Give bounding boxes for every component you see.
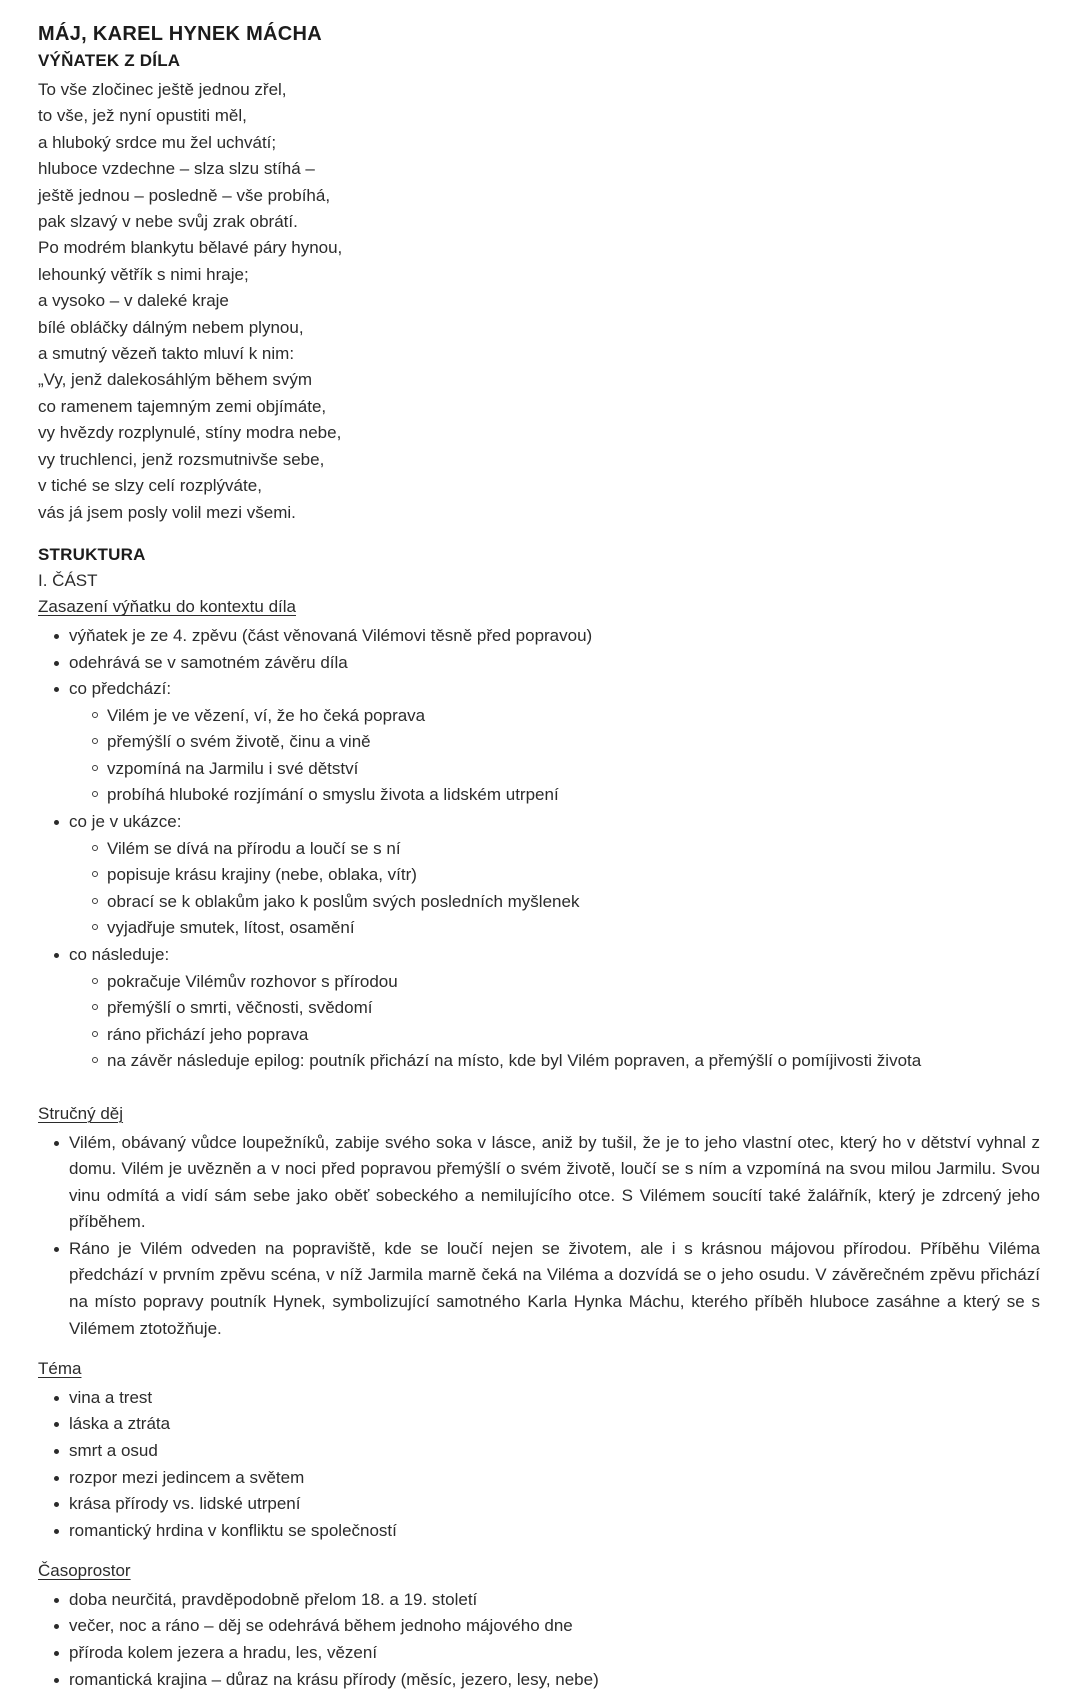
list-item	[38, 1491, 1040, 1518]
paragraph-item	[38, 1236, 1040, 1342]
sub-list-item	[38, 703, 1040, 730]
list-item	[38, 1438, 1040, 1465]
list-item-text: přemýšlí o svém životě, činu a vině	[107, 732, 371, 752]
list-item-text: co je v ukázce:	[69, 812, 182, 832]
bullet-icon	[54, 1502, 59, 1507]
bullet-icon	[54, 953, 59, 958]
sub-list-item	[38, 782, 1040, 809]
sub-list-item	[38, 915, 1040, 942]
circle-bullet-icon	[92, 924, 98, 930]
list-item-text: přemýšlí o smrti, věčnosti, svědomí	[107, 998, 373, 1018]
list-item-text: vyjadřuje smutek, lítost, osamění	[107, 918, 355, 938]
list-item-text: probíhá hluboké rozjímání o smyslu života a lidském utrpení	[107, 785, 559, 805]
time-space-list	[38, 1587, 1040, 1693]
list-item-text: ráno přichází jeho poprava	[107, 1024, 309, 1044]
circle-bullet-icon	[92, 1057, 98, 1063]
sub-list-item	[38, 862, 1040, 889]
paragraph-text: Ráno je Vilém odveden na popraviště, kde se loučí nejen se životem, ale i s krásnou májovou přírodou. Příběhu Viléma předchází v prvním zpěvu scéna, v níž Jarmila marně čeká na Viléma a dozvídá se o jeho osudu. V závěrečném zpěvu přichází na místo popravy poutník Hynek, symbolizující samotného Karla Hynka Máchu, kterého příběh hluboce zasáhne a který se s Vilémem ztotožňuje.	[69, 1238, 1040, 1338]
poem-line: vás já jsem posly volil mezi všemi.	[38, 502, 296, 522]
list-item-text: Vilém je ve vězení, ví, že ho čeká poprava	[107, 705, 426, 725]
list-item	[38, 1587, 1040, 1614]
sub-list-item	[38, 1022, 1040, 1049]
poem-line: „Vy, jenž dalekosáhlým během svým	[38, 370, 312, 390]
list-item-text: pokračuje Vilémův rozhovor s přírodou	[107, 971, 398, 991]
circle-bullet-icon	[92, 871, 98, 877]
list-item-text: Vilém se dívá na přírodu a loučí se s ní	[107, 838, 401, 858]
list-item	[38, 1518, 1040, 1545]
bullet-icon	[54, 1678, 59, 1683]
poem-line: a smutný vězeň takto mluví k nim:	[38, 344, 295, 364]
poem-line: a vysoko – v daleké kraje	[38, 291, 229, 311]
list-item-text: doba neurčitá, pravděpodobně přelom 18. a 19. století	[69, 1589, 478, 1609]
list-item-text: odehrává se v samotném závěru díla	[69, 652, 348, 672]
theme-list	[38, 1385, 1040, 1545]
plot-summary-list	[38, 1130, 1040, 1343]
list-item	[38, 942, 1040, 969]
poem-line: pak slzavý v nebe svůj zrak obrátí.	[38, 212, 298, 232]
circle-bullet-icon	[92, 712, 98, 718]
list-item-text: na závěr následuje epilog: poutník přichází na místo, kde byl Vilém popraven, a přemýšlí o pomíjivosti života	[107, 1051, 922, 1071]
bullet-icon	[54, 1449, 59, 1454]
sub-list-item	[38, 729, 1040, 756]
context-heading: Zasazení výňatku do kontextu díla	[38, 597, 296, 617]
paragraph-text: Vilém, obávaný vůdce loupežníků, zabije svého soka v lásce, aniž by tušil, že je to jeho vlastní otec, který ho v dětství vyhnal z domu. Vilém je uvězněn a v noci před popravou přemýšlí o svém životě, loučí se s ním a vzpomíná na svou milou Jarmilu. Svou vinu odmítá a vidí sám sebe jako oběť sobeckého a nemilujícího otce. S Vilémem soucítí také žalářník, který je zdrcený jeho příběhem.	[69, 1132, 1040, 1232]
sub-list-item	[38, 889, 1040, 916]
sub-list-item	[38, 836, 1040, 863]
list-item-text: romantický hrdina v konfliktu se společností	[69, 1520, 397, 1540]
time-space-heading: Časoprostor	[38, 1561, 131, 1581]
list-item	[38, 650, 1040, 677]
list-item	[38, 1613, 1040, 1640]
circle-bullet-icon	[92, 1031, 98, 1037]
bullet-icon	[54, 1396, 59, 1401]
list-item-text: smrt a osud	[69, 1440, 158, 1460]
poem-line: lehounký větřík s nimi hraje;	[38, 264, 249, 284]
list-item-text: vzpomíná na Jarmilu i své dětství	[107, 758, 359, 778]
poem-line: vy hvězdy rozplynulé, stíny modra nebe,	[38, 423, 342, 443]
list-item-text: co předchází:	[69, 679, 172, 699]
list-item	[38, 1411, 1040, 1438]
paragraph-item	[38, 1130, 1040, 1236]
sub-list-item	[38, 995, 1040, 1022]
poem-line: a hluboký srdce mu žel uchvátí;	[38, 132, 277, 152]
context-list	[38, 623, 1040, 1075]
poem-line: To vše zločinec ještě jednou zřel,	[38, 80, 287, 99]
poem-line: bílé obláčky dálným nebem plynou,	[38, 317, 304, 337]
poem-line: hluboce vzdechne – slza slzu stíhá –	[38, 159, 315, 179]
list-item-text: vina a trest	[69, 1387, 153, 1407]
circle-bullet-icon	[92, 978, 98, 984]
bullet-icon	[54, 1598, 59, 1603]
list-item-text: večer, noc a ráno – děj se odehrává během jednoho májového dne	[69, 1616, 573, 1636]
list-item	[38, 676, 1040, 703]
bullet-icon	[54, 634, 59, 639]
circle-bullet-icon	[92, 845, 98, 851]
sub-list-item	[38, 1048, 1040, 1075]
page-title: MÁJ, KAREL HYNEK MÁCHA	[38, 23, 323, 45]
theme-heading: Téma	[38, 1359, 82, 1379]
bullet-icon	[54, 687, 59, 692]
struktura-heading: STRUKTURA	[38, 544, 146, 564]
list-item-text: krása přírody vs. lidské utrpení	[69, 1494, 301, 1514]
poem-line: Po modrém blankytu bělavé páry hynou,	[38, 238, 343, 258]
bullet-icon	[54, 661, 59, 666]
list-item-text: výňatek je ze 4. zpěvu (část věnovaná Vilémovi těsně před popravou)	[69, 625, 593, 645]
poem-excerpt	[38, 77, 1040, 526]
circle-bullet-icon	[92, 898, 98, 904]
bullet-icon	[54, 1422, 59, 1427]
bullet-icon	[54, 1651, 59, 1656]
bullet-icon	[54, 1624, 59, 1629]
list-item	[38, 1465, 1040, 1492]
circle-bullet-icon	[92, 791, 98, 797]
list-item-text: rozpor mezi jedincem a světem	[69, 1467, 305, 1487]
list-item-text: popisuje krásu krajiny (nebe, oblaka, vítr)	[107, 865, 417, 885]
bullet-icon	[54, 820, 59, 825]
bullet-icon	[54, 1141, 59, 1146]
bullet-icon	[54, 1476, 59, 1481]
plot-summary-heading: Stručný děj	[38, 1104, 124, 1123]
excerpt-heading: VÝŇATEK Z DÍLA	[38, 51, 181, 70]
list-item-text: obrací se k oblakům jako k poslům svých posledních myšlenek	[107, 891, 580, 911]
circle-bullet-icon	[92, 738, 98, 744]
list-item-text: romantická krajina – důraz na krásu přírody (měsíc, jezero, lesy, nebe)	[69, 1669, 599, 1689]
poem-line: to vše, jež nyní opustiti měl,	[38, 106, 247, 126]
bullet-icon	[54, 1247, 59, 1252]
poem-line: vy truchlenci, jenž rozsmutnivše sebe,	[38, 449, 325, 469]
sub-list-item	[38, 969, 1040, 996]
part-label: I. ČÁST	[38, 570, 98, 590]
list-item	[38, 623, 1040, 650]
list-item-text: co následuje:	[69, 945, 170, 965]
list-item-text: láska a ztráta	[69, 1414, 171, 1434]
circle-bullet-icon	[92, 765, 98, 771]
list-item	[38, 1640, 1040, 1667]
poem-line: ještě jednou – posledně – vše probíhá,	[38, 185, 331, 205]
circle-bullet-icon	[92, 1004, 98, 1010]
list-item	[38, 1385, 1040, 1412]
sub-list-item	[38, 756, 1040, 783]
list-item	[38, 1667, 1040, 1693]
list-item-text: příroda kolem jezera a hradu, les, vězení	[69, 1643, 378, 1662]
poem-line: v tiché se slzy celí rozplýváte,	[38, 476, 262, 496]
list-item	[38, 809, 1040, 836]
poem-line: co ramenem tajemným zemi objímáte,	[38, 396, 327, 416]
bullet-icon	[54, 1529, 59, 1534]
